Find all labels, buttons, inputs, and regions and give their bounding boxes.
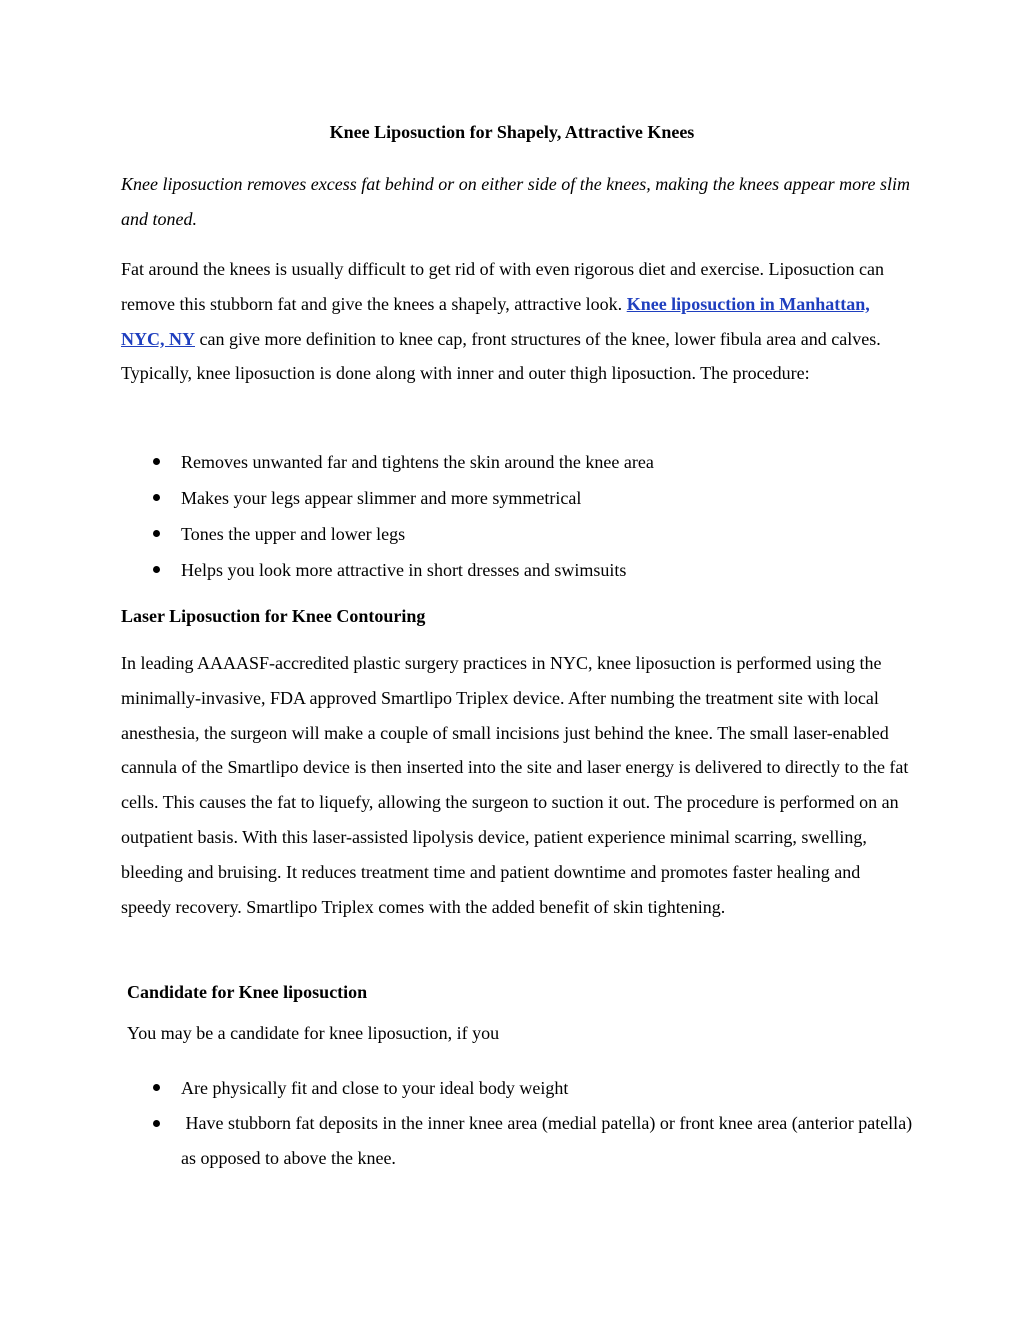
candidate-heading: Candidate for Knee liposuction — [127, 982, 368, 1002]
bullet-icon — [153, 1084, 160, 1091]
body-paragraph-1 — [121, 252, 911, 391]
paragraph-1-text-before-link: Fat around the knees is usually difficult to get rid of with even rigorous diet and exercise. Liposuction can remove this stubborn fat and give the knees a shapely, attractive look. — [121, 259, 884, 314]
list-item-text: Makes your legs appear slimmer and more symmetrical — [181, 488, 582, 508]
bullet-icon — [153, 1120, 160, 1127]
paragraph-1-text-after-link: can give more definition to knee cap, front structures of the knee, lower fibula area and calves. Typically, knee liposuction is done along with inner and outer thigh liposuction. The procedure: — [121, 328, 881, 384]
body-paragraph-2: In leading AAAASF-accredited plastic surgery practices in NYC, knee liposuction is performed using the minimally-invasive, FDA approved Smartlipo Triplex device. After numbing the treatment site with local anesthesia, the surgeon will make a couple of small incisions just behind the knee. The small laser-enabled cannula of the Smartlipo device is then inserted into the site and laser energy is delivered to directly to the fat cells. This causes the fat to liquefy, allowing the surgeon to suction it out. The procedure is performed on an outpatient basis. With this laser-assisted lipolysis device, patient experience minimal scarring, swelling, bleeding and bruising. It reduces treatment time and patient downtime and promotes faster healing and speedy recovery. Smartlipo Triplex comes with the added benefit of skin tightening. — [121, 653, 909, 917]
bullet-icon — [153, 530, 160, 537]
laser-liposuction-heading: Laser Liposuction for Knee Contouring — [121, 606, 426, 626]
procedure-bullet-list — [181, 444, 921, 588]
list-item — [181, 444, 921, 480]
list-item — [181, 552, 921, 588]
candidate-bullet-list — [181, 1070, 921, 1176]
list-item-text: Tones the upper and lower legs — [181, 524, 406, 544]
bullet-icon — [153, 566, 160, 573]
list-item — [181, 1106, 921, 1176]
knee-liposuction-manhattan-link[interactable]: Knee liposuction in Manhattan, NYC, NY — [121, 293, 870, 349]
list-item-text: Are physically fit and close to your ideal body weight — [181, 1078, 569, 1098]
list-item — [181, 480, 921, 516]
list-item — [181, 1070, 921, 1106]
document-title: Knee Liposuction for Shapely, Attractive Knees — [329, 122, 695, 142]
bullet-icon — [153, 494, 160, 501]
list-item-text: Removes unwanted far and tightens the skin around the knee area — [181, 452, 654, 472]
list-item-text: Helps you look more attractive in short dresses and swimsuits — [181, 560, 627, 580]
intro-paragraph: Knee liposuction removes excess fat behind or on either side of the knees, making the knees appear more slim and toned. — [121, 174, 910, 229]
candidate-intro: You may be a candidate for knee liposuction, if you — [127, 1023, 500, 1043]
list-item — [181, 516, 921, 552]
bullet-icon — [153, 458, 160, 465]
list-item-text: Have stubborn fat deposits in the inner knee area (medial patella) or front knee area (anterior patella) as opposed to above the knee. — [181, 1113, 917, 1168]
